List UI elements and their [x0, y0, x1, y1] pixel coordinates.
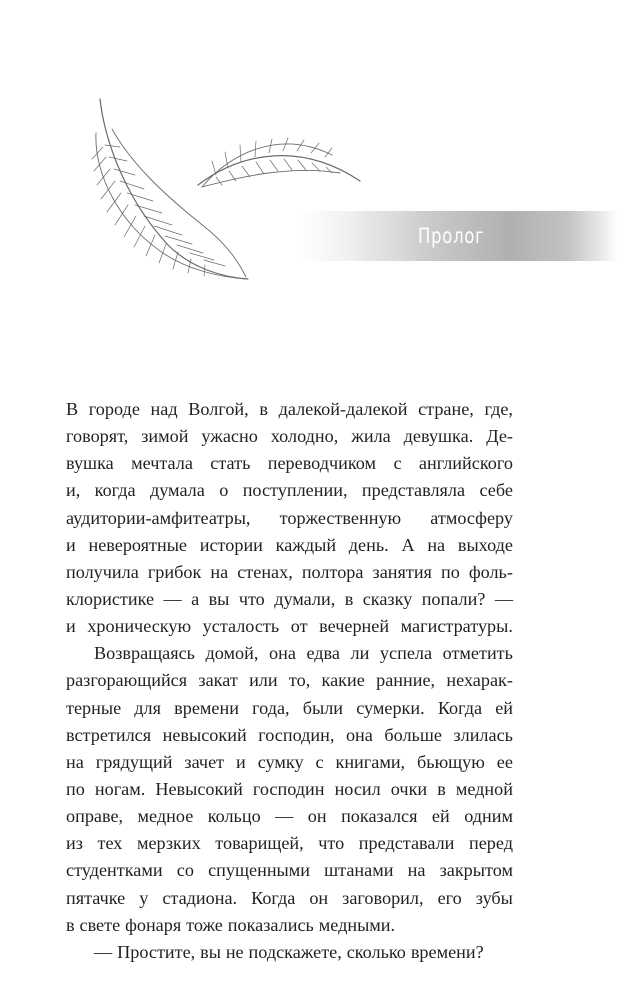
word: медное [137, 806, 194, 827]
word: она [269, 643, 296, 664]
text-line [66, 505, 513, 532]
word: злилась [453, 724, 513, 745]
word: А [401, 534, 415, 555]
word: невысокий [162, 724, 247, 745]
text-line [66, 559, 513, 586]
word: времени [174, 697, 239, 718]
word: вы [200, 941, 221, 962]
word: какие [321, 670, 365, 691]
word: жила [351, 426, 391, 447]
word: грядущий [95, 751, 173, 772]
word: холодно, [270, 426, 339, 447]
text-line [66, 423, 513, 450]
word: ей [431, 806, 450, 827]
word: заговорил, [342, 887, 424, 908]
word: для [134, 697, 161, 718]
word: спущенными [208, 860, 311, 881]
word: и [236, 751, 246, 772]
word: на [427, 534, 446, 555]
word: были [302, 697, 344, 718]
word: занятия [372, 561, 432, 582]
word: штанами [324, 860, 394, 881]
word: хроническую [87, 616, 192, 637]
word: мерзких [136, 833, 201, 854]
word: городе [88, 399, 140, 419]
word: нехарак- [446, 670, 513, 691]
word: бьющую [417, 751, 485, 772]
text-line [66, 749, 513, 776]
text-line [66, 396, 513, 423]
word: переводчиком [267, 453, 377, 474]
word: себе [479, 480, 513, 501]
word: Простите, [117, 941, 196, 962]
word: сказку [362, 588, 413, 609]
word: истории [199, 534, 263, 555]
word: ранние, [376, 670, 436, 691]
word: то, [288, 670, 311, 691]
word: атмосферу [430, 507, 513, 528]
word: с [393, 453, 402, 474]
word: — [494, 588, 513, 609]
text-line [66, 722, 513, 749]
word: очки [390, 778, 428, 799]
word: попали? [421, 588, 486, 609]
word: вушка [66, 453, 114, 474]
word: мечтала [131, 453, 193, 474]
text-line [66, 803, 513, 830]
word: студентками [66, 860, 163, 881]
word: больше [384, 724, 442, 745]
word: одним [464, 806, 513, 827]
word: думала [149, 480, 205, 501]
word: не [225, 941, 244, 962]
text-line [66, 857, 513, 884]
text-line [66, 477, 513, 504]
word: день. [348, 534, 389, 555]
word: закат [198, 670, 238, 691]
word: разгорающийся [66, 670, 188, 691]
word: на [407, 860, 426, 881]
word: домой, [205, 643, 259, 664]
body-text [66, 396, 513, 966]
word: встретился [66, 724, 152, 745]
word: сумерки. [356, 697, 425, 718]
word: зимой [141, 426, 189, 447]
word: тех [97, 833, 123, 854]
word: фоль- [468, 561, 513, 582]
word: книгами, [335, 751, 406, 772]
text-line [66, 640, 513, 667]
word: — [275, 806, 294, 827]
text-line [66, 830, 513, 857]
text-line [66, 450, 513, 477]
word: в [437, 778, 446, 799]
word: представляла [361, 480, 466, 501]
word: грибок [147, 561, 202, 582]
text-line [66, 532, 513, 559]
word: думали, [274, 588, 336, 609]
word: когда [94, 480, 136, 501]
word: полтора [301, 561, 364, 582]
word: английского [418, 453, 513, 474]
word: на [210, 561, 229, 582]
word: ей [495, 697, 513, 718]
word: на [66, 751, 84, 772]
word: говорят, [66, 426, 129, 447]
word: — [94, 941, 113, 962]
word: господин, [258, 724, 335, 745]
word: стадиона. [162, 887, 238, 908]
word: В [66, 399, 79, 419]
word: из [66, 833, 83, 854]
word: стране, [418, 399, 474, 419]
word: от [290, 616, 308, 637]
word: отметить [442, 643, 513, 664]
word: по [66, 778, 85, 799]
word: она [345, 724, 373, 745]
word: Волгой, [188, 399, 249, 419]
word: в [259, 399, 268, 419]
word: оправе, [66, 806, 124, 827]
word: сумку [257, 751, 304, 772]
word: тоже [186, 914, 223, 935]
word: у [139, 887, 149, 908]
word: времени? [410, 941, 484, 962]
word: закрытом [439, 860, 513, 881]
word: он [307, 806, 327, 827]
word: и [66, 616, 76, 637]
word: а [191, 588, 200, 609]
word: терные [66, 697, 122, 718]
word: стенах, [237, 561, 293, 582]
word: в [344, 588, 354, 609]
word: где, [484, 399, 513, 419]
word: Когда [437, 697, 483, 718]
text-line [66, 695, 513, 722]
word: вы [208, 588, 230, 609]
word: торжественную [279, 507, 402, 528]
word: получила [66, 561, 139, 582]
word: медной [455, 778, 513, 799]
word: и, [66, 480, 81, 501]
word: девушка. [403, 426, 474, 447]
word: клористике [66, 588, 155, 609]
word: господин [252, 778, 325, 799]
word: каждый [275, 534, 337, 555]
word: кольцо [207, 806, 261, 827]
word: что [238, 588, 265, 609]
feather-icon [70, 95, 370, 295]
word: с [315, 751, 324, 772]
word: зачет [184, 751, 225, 772]
word: зубы [475, 887, 513, 908]
word: года, [252, 697, 290, 718]
word: о [219, 480, 229, 501]
text-line [66, 912, 513, 939]
word: ли [350, 643, 370, 664]
word: представали [358, 833, 455, 854]
word: его [437, 887, 462, 908]
word: над [150, 399, 178, 419]
word: подскажете, [248, 941, 342, 962]
text-line [66, 667, 513, 694]
word: фонаря [125, 914, 182, 935]
word: в [66, 914, 75, 935]
word: носил [334, 778, 381, 799]
text-line [66, 776, 513, 803]
word: успела [379, 643, 433, 664]
text-line [66, 586, 513, 613]
word: и [66, 534, 76, 555]
word: — [163, 588, 182, 609]
word: стать [210, 453, 251, 474]
word: вечерней [319, 616, 390, 637]
word: Невысокий [155, 778, 243, 799]
word: ногам. [94, 778, 146, 799]
word: усталость [202, 616, 280, 637]
word: он [309, 887, 329, 908]
word: или [249, 670, 278, 691]
word: медными. [318, 914, 396, 935]
word: пятачке [66, 887, 126, 908]
word: поступлении, [242, 480, 348, 501]
word: невероятные [88, 534, 188, 555]
word: показался [341, 806, 418, 827]
word: показались [227, 914, 314, 935]
word: что [318, 833, 345, 854]
word: по [440, 561, 460, 582]
word: едва [306, 643, 340, 664]
text-line [66, 939, 513, 966]
word: магистратуры. [400, 616, 513, 637]
word: перед [469, 833, 513, 854]
word: далекой-далекой [278, 399, 408, 419]
word: ужасно [201, 426, 258, 447]
word: со [176, 860, 194, 881]
word: аудитории-амфитеатры, [66, 507, 251, 528]
text-line [66, 885, 513, 912]
word: выходе [457, 534, 513, 555]
word: Возвращаясь [94, 643, 195, 664]
word: Де- [486, 426, 513, 447]
text-line [66, 613, 513, 640]
word: свете [79, 914, 121, 935]
chapter-title: Пролог [418, 224, 485, 248]
word: ее [496, 751, 513, 772]
word: Когда [251, 887, 296, 908]
word: сколько [346, 941, 406, 962]
word: товарищей, [215, 833, 304, 854]
